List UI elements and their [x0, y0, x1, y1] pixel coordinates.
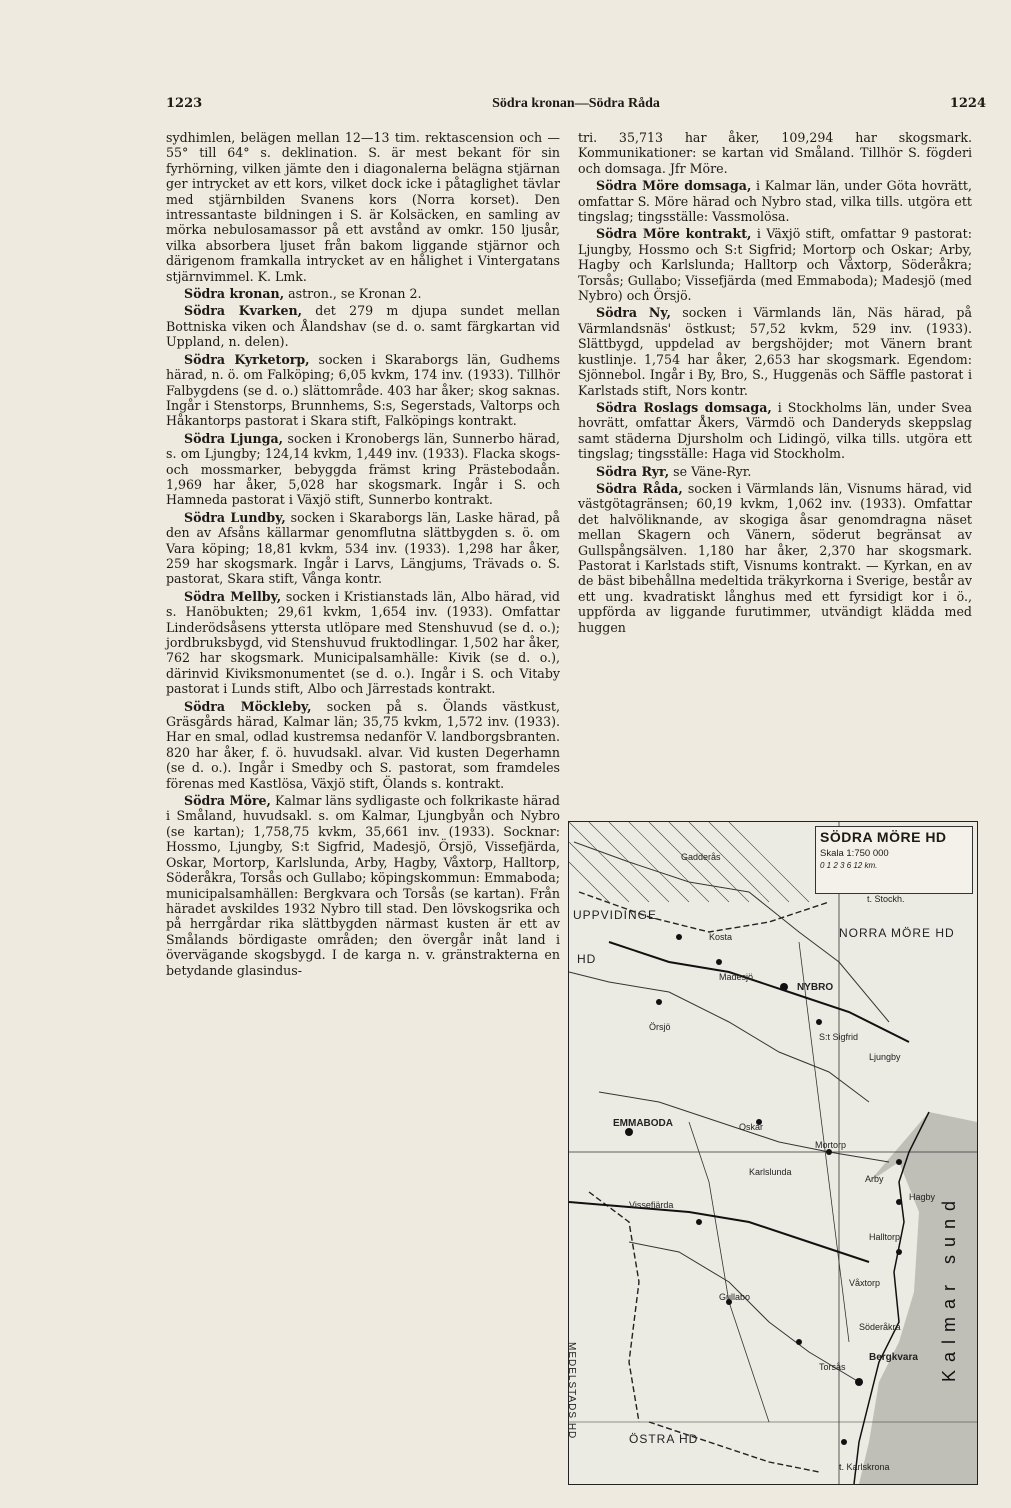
headword: Södra Roslags domsaga,: [596, 399, 772, 415]
label-nybro: NYBRO: [797, 982, 834, 993]
right-entry: [578, 305, 972, 397]
left-entry: [166, 130, 560, 284]
headword: Södra Lundby,: [184, 509, 286, 525]
map-legend: [815, 826, 973, 894]
page-number-right: 1224: [949, 96, 986, 111]
label-mortorp: Mortorp: [815, 1140, 847, 1150]
label-vissefjarda: Vissefjärda: [629, 1200, 674, 1210]
label-karlslunda: Karlslunda: [749, 1167, 792, 1177]
headword: Södra Ryr,: [596, 463, 670, 479]
label-medelstads: MEDELSTADS HD: [566, 1342, 577, 1440]
entry-text: Kalmar läns sydligaste och folkrikaste härad i Småland, huvudsakl. s. om Kalmar, Ljungbyån och Nybro (se kartan); 1,758,75 kvkm, 35,661 inv. (1933). Socknar: Hossmo, Ljungby, S:t Sigfrid, Madesjö, Örsjö, Vissefjärda, Oskar, Mortorp, Karlslunda, Arby, Hagby, Våxtorp, Halltorp, Söderåkra, Torsås och Gullabo; köpingskommun: Emmaboda; municipalsamhällen: Bergkvara och Torsås (se kartan). Från häradet avskildes 1932 Nybro till stad. Den lövskogsrika och på herrgårdar rika slättbygden närmast kusten är ett av Smålands bördigaste områden; den övergår inåt land i övervägande skogsbygd. I de karga n. v. gränstrakterna en betydande glasindus-: [166, 793, 560, 978]
label-norra-more: NORRA MÖRE HD: [839, 926, 955, 940]
left-entry: [166, 793, 560, 978]
headword: Södra kronan,: [184, 286, 285, 302]
page-header: [166, 96, 986, 120]
left-entry: [166, 510, 560, 587]
label-hagby: Hagby: [909, 1192, 936, 1202]
map-scale-bar: 0 1 2 3 6 12 km.: [820, 861, 878, 870]
left-entry: [166, 699, 560, 791]
label-uppvidinge: UPPVIDINGE: [573, 908, 658, 922]
left-entry: [166, 286, 560, 301]
headword: Södra Råda,: [596, 480, 683, 496]
headword: Södra Kyrketorp,: [184, 351, 310, 367]
right-column: [578, 130, 972, 637]
label-arby: Arby: [865, 1174, 884, 1184]
entry-text: socken i Värmlands län, Näs härad, på Värmlandsnäs' östkust; 57,52 kvkm, 529 inv. (1933). Slättbygd, uppdelad av bergshöjder; mot Vänern brant kustlinje. 1,754 har åker, 2,653 har skogsmark. Egendom: Sjönnebol. Ingår i By, Bro, S., Huggenäs och Säffle pastorat i Karlstads stift, Nors kontr.: [578, 305, 972, 398]
right-entry: [578, 226, 972, 303]
label-orsjo: Örsjö: [649, 1022, 671, 1032]
label-vaxtorp: Våxtorp: [849, 1278, 881, 1288]
entry-text: socken i Värmlands län, Visnums härad, vid västgötagränsen; 60,19 kvkm, 1,062 inv. (1933). Omfattar det halvöliknande, av skogiga åsar genomdragna näset mellan Skagern och Vänern, söderut begränsat av Gullspångsälven. 1,180 har åker, 2,370 har skogsmark. Pastorat i Karlstads stift, Visnums kontrakt. — Kyrkan, en av de bäst bibehållna medeltida träkyrkorna i Sverige, består av ett ung. kvadratiskt långhus med ett fyrsidigt kor i ö., uppförda av liggande furutimmer, utvändigt klädda med huggen: [578, 480, 972, 635]
headword: Södra Möre kontrakt,: [596, 226, 752, 242]
map-scale: Skala 1:750 000: [820, 848, 889, 859]
label-karlskrona: t. Karlskrona: [839, 1462, 890, 1472]
label-hd1: HD: [577, 952, 597, 966]
entry-text: socken i Kristianstads län, Albo härad, vid s. Hanöbukten; 29,61 kvkm, 1,654 inv. (1933). Omfattar Linderödsåsens yttersta utlöpare med Stenshuvud (se d. o.); jordbruksbygd, vid Stenshuvud fruktodlingar. 1,502 har åker, 762 har skogsmark. Municipalsamhälle: Kivik (se d. o.), därinvid Kiviksmonumentet (se d. o.). Ingår i S. och Vitaby pastorat i Lunds stift, Albo och Järrestads kontrakt.: [166, 588, 560, 697]
label-soderakra: Söderåkra: [859, 1322, 901, 1332]
entry-text: det 279 m djupa sundet mellan Bottniska viken och Ålandshav (se d. o. samt färgkartan vid Uppland, n. delen).: [166, 303, 560, 350]
headword: Södra Kvarken,: [184, 303, 303, 319]
map-title: SÖDRA MÖRE HD: [820, 829, 947, 845]
running-title: Södra kronan—Södra Råda: [492, 96, 660, 111]
label-torsas: Torsås: [819, 1362, 846, 1372]
right-entry: [578, 481, 972, 635]
left-entry: [166, 589, 560, 697]
label-gullabo: Gullabo: [719, 1292, 751, 1302]
right-entry: [578, 178, 972, 224]
headword: Södra Möckleby,: [184, 698, 312, 714]
entry-text: socken på s. Ölands västkust, Gräsgårds härad, Kalmar län; 35,75 kvkm, 1,572 inv. (1933). Har en smal, odlad kustremsa nedanför V. landborgsbranten. 820 har åker, f. ö. huvudsakl. alvar. Vid kusten Degerhamn (se d. o.). Ingår i Smedby och S. pastorat, som framdeles förenas med Kastlösa, Växjö stift, Ölands s. kontrakt.: [166, 698, 560, 791]
entry-text: se Väne-Ryr.: [669, 463, 752, 479]
entry-text: i Växjö stift, omfattar 9 pastorat: Ljungby, Hossmo och S:t Sigfrid; Mortorp och Oskar; Arby, Hagby och Karlslunda; Halltorp och Våxtorp, Söderåkra; Torsås; Gullabo; Vissefjärda (med Emmaboda); Madesjö (med Nybro) och Örsjö.: [578, 226, 972, 304]
label-ljungby: Ljungby: [869, 1052, 901, 1062]
headword: Södra Mellby,: [184, 588, 282, 604]
headword: Södra Ljunga,: [184, 430, 284, 446]
entry-text: astron., se Kronan 2.: [284, 286, 422, 302]
left-entry: [166, 431, 560, 508]
label-kosta: Kosta: [709, 932, 733, 942]
label-emmaboda: EMMABODA: [613, 1118, 673, 1129]
right-entry: [578, 130, 972, 176]
right-entry: [578, 464, 972, 479]
left-entry: [166, 303, 560, 349]
label-stockholm: t. Stockh.: [867, 894, 905, 904]
sodra-more-map: [568, 821, 978, 1485]
entry-text: sydhimlen, belägen mellan 12—13 tim. rektascension och —55° till 64° s. deklination. S. är mest bekant för sin fyrhörning, vilken jämte den i diagonalerna belägna stjärnan ger intrycket av ett kors, vilket dock icke i påtaglighet tävlar med stjärnbilden Svanens kors (Norra korset). Den intressantaste bildningen i S. är Kolsäcken, en samling av mörka nebulosamassor på ett avstånd av omkr. 150 ljusår, vilka absorbera ljuset från bakom liggande stjärnor och därigenom framkalla intrycket av en hålighet i Vintergatans stjärnvimmel. K. Lmk.: [166, 130, 560, 284]
headword: Södra Möre,: [184, 793, 271, 809]
right-entry: [578, 400, 972, 462]
headword: Södra Möre domsaga,: [596, 178, 752, 194]
entry-text: i Stockholms län, under Svea hovrätt, omfattar Åkers, Värmdö och Danderyds skeppslag samt städerna Djursholm och Lidingö, vilka tills. utgöra ett tingslag; tingsställe: Haga vid Stockholm.: [578, 399, 972, 462]
left-column: [166, 130, 560, 980]
label-kalmar-sund: Kalmar sund: [939, 1192, 959, 1382]
label-madesjo: Madesjö: [719, 972, 754, 982]
entry-text: socken i Kronobergs län, Sunnerbo härad, s. om Ljungby; 124,14 kvkm, 1,449 inv. (1933). Flacka skogs- och mossmarker, bebyggda främst kring Prästebodaån. 1,969 har åker, 5,028 har skogsmark. Ingår i S. och Hamneda pastorat i Växjö stift, Sunnerbo kontrakt.: [166, 430, 560, 508]
label-halltorp: Halltorp: [869, 1232, 901, 1242]
label-ostra: ÖSTRA HD: [629, 1432, 699, 1446]
entry-text: socken i Skaraborgs län, Gudhems härad, n. ö. om Falköping; 6,05 kvkm, 174 inv. (1933). Tillhör Falbygdens (se d. o.) slättområde. 403 har åker; skog saknas. Ingår i Stenstorps, Brunnhems, S:s, Segerstads, Valtorps och Håkantorps pastorat i Skara stift, Falköpings kontrakt.: [166, 351, 560, 429]
label-gadderas: Gadderås: [681, 852, 721, 862]
entry-text: tri. 35,713 har åker, 109,294 har skogsmark. Kommunikationer: se kartan vid Småland. Tillhör S. fögderi och domsaga. Jfr Möre.: [578, 130, 972, 176]
label-oskar: Oskar: [739, 1122, 764, 1132]
label-sigfrid: S:t Sigfrid: [819, 1032, 859, 1042]
entry-text: i Kalmar län, under Göta hovrätt, omfattar S. Möre härad och Nybro stad, vilka tills. utgöra ett tingslag; tingsställe: Vassmolösa.: [578, 178, 972, 225]
label-bergkvara: Bergkvara: [869, 1352, 918, 1363]
headword: Södra Ny,: [596, 305, 671, 321]
left-entry: [166, 352, 560, 429]
entry-text: socken i Skaraborgs län, Laske härad, på den av Afsåns källarmar genomflutna slättbygden s. ö. om Vara köping; 18,81 kvkm, 534 inv. (1933). 1,298 har åker, 259 har skogsmark. Ingår i Larvs, Längjums, Trävads o. S. pastorat, Skara stift, Vånga kontr.: [166, 509, 560, 587]
page-number-left: 1223: [166, 96, 203, 111]
